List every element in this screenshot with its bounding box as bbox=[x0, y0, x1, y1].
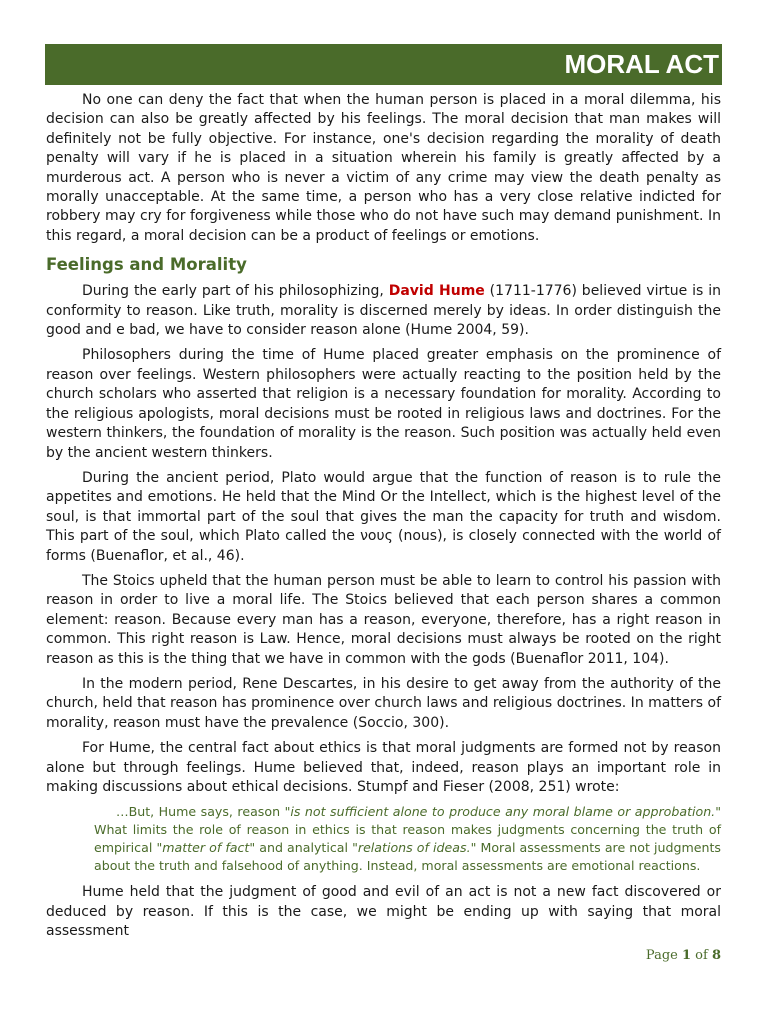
quote-part: and analytical bbox=[255, 840, 353, 856]
quote-part: What limits the role of reason in ethics is that reason makes judgments concerning the truth of empirical bbox=[94, 822, 721, 856]
block-quote bbox=[94, 803, 721, 875]
hume-ethics-paragraph: For Hume, the central fact about ethics is that moral judgments are formed not by reason alone but through feelings. Hume believed that, indeed, reason plays an important role in making discussions about ethical decisions. Stumpf and Fieser (2008, 251) wrote: bbox=[46, 740, 721, 795]
hume-paragraph bbox=[46, 282, 721, 340]
stoics-paragraph: The Stoics upheld that the human person must be able to learn to control his passion with reason in order to live a moral life. The Stoics believed that each person shares a common element: reason. Because every man has a reason, everyone, therefore, has a right reason in common. This right reason is Law. Hence, moral decisions must always be rooted on the right reason as this is the thing that we have in common with the gods (Buenaflor 2011, 104). bbox=[46, 572, 721, 667]
section-heading: Feelings and Morality bbox=[46, 255, 247, 275]
plato-paragraph: During the ancient period, Plato would argue that the function of reason is to rule the appetites and emotions. He held that the Mind Or the Intellect, which is the highest level of the soul, is that immortal part of the soul that gives the man the capacity for truth and wisdom. This part of the soul, which Plato called the νους (nous), is closely connected with the world of forms (Buenaflor, et al., 46). bbox=[46, 469, 721, 564]
judgment-paragraph: Hume held that the judgment of good and evil of an act is not a new fact discovered or deduced by reason. If this is the case, we might be ending up with saying that moral assessment bbox=[46, 884, 721, 940]
hume-paragraph-rest: (1711-1776) believed virtue is in conformity to reason. Like truth, morality is discerned merely by ideas. In order distinguish the good and e bad, we have to consider reason alone (Hume 2004, 59). bbox=[46, 283, 721, 339]
page-number: 1 bbox=[681, 948, 692, 963]
hume-paragraph-start: During the early part of his philosophizing, bbox=[82, 283, 389, 300]
of-word: of bbox=[695, 948, 708, 963]
quote-part: …But, Hume says, reason bbox=[116, 804, 285, 820]
philosophers-paragraph: Philosophers during the time of Hume placed greater emphasis on the prominence of reason over feelings. Western philosophers were actually reacting to the position held by the church scholars who asserted that religion is a necessary foundation for morality. According to the religious apologists, moral decisions must be rooted in religious laws and doctrines. For the western thinkers, the foundation of morality is the reason. Such position was actually held even by the ancient western thinkers. bbox=[46, 347, 721, 461]
hume-name: David Hume bbox=[388, 283, 485, 300]
title-banner bbox=[45, 44, 722, 85]
page-footer bbox=[646, 948, 721, 963]
page-total: 8 bbox=[711, 948, 721, 963]
descartes-paragraph: In the modern period, Rene Descartes, in his desire to get away from the authority of the church, held that reason has prominence over church laws and religious doctrines. In matters of morality, reason must have the prevalence (Soccio, 300). bbox=[46, 675, 721, 731]
document-body bbox=[46, 91, 721, 948]
quote-italic: "matter of fact" bbox=[156, 840, 256, 856]
quote-italic: "is not sufficient alone to produce any moral blame or approbation." bbox=[284, 804, 721, 820]
quote-italic: "relations of ideas." bbox=[352, 840, 477, 856]
quote-part: Moral assessments are not judgments about the truth and falsehood of anything. Instead, moral assessments are emotional reactions. bbox=[94, 840, 721, 874]
page-title: MORAL ACT bbox=[564, 49, 719, 79]
intro-paragraph: No one can deny the fact that when the human person is placed in a moral dilemma, his decision can also be greatly affected by his feelings. The moral decision that man makes will definitely not be fully objective. For instance, one's decision regarding the morality of death penalty will vary if he is placed in a situation wherein his family is greatly affected by a murderous act. A person who is never a victim of any crime may view the death penalty as morally unacceptable. At the same time, a person who has a very close relative indicted for robbery may cry for forgiveness while those who do not have such may demand punishment. In this regard, a moral decision can be a product of feelings or emotions. bbox=[46, 92, 721, 244]
page-word: Page bbox=[645, 948, 678, 963]
